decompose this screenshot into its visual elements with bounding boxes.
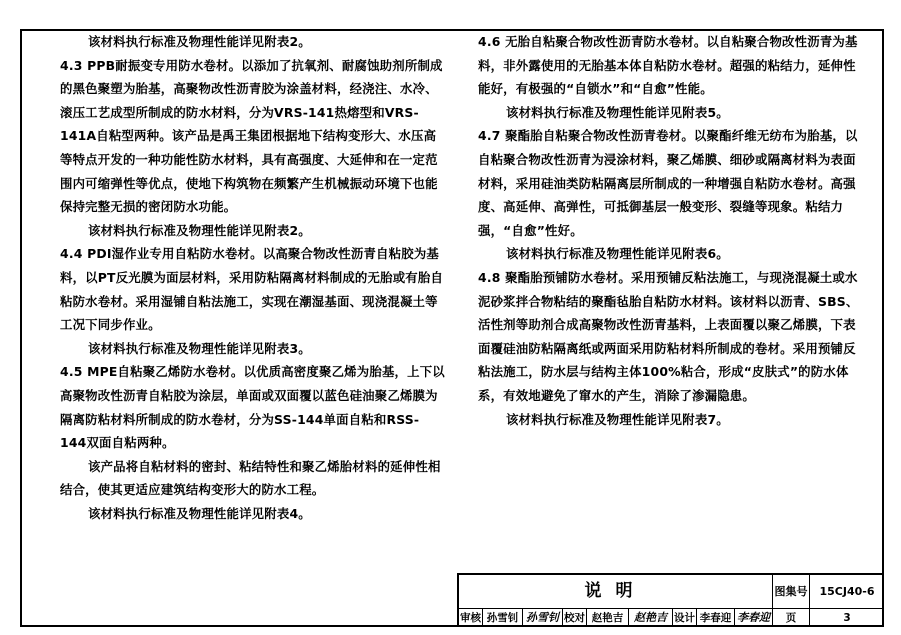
- paragraph: 4.3 PPB耐振变专用防水卷材。以添加了抗氧剂、耐腐蚀助剂所制成的黑色聚塑为胎基，高聚物改性沥青胶为涂盖材料，经浇注、水冷、滚压工艺成型所制成的防水材料，分为VRS-141热熔型和VRS-141A自粘型两种。该产品是禹王集团根据地下结构变形大、水压高等特点开发的一种功能性防水材料，具有高强度、大延伸和在一定范围内可缩弹性等优点，使地下构筑物在频繁产生机械振动环境下也能保持完整无损的密闭防水功能。: [60, 57, 443, 215]
- paragraph: 4.8 聚酯胎预铺防水卷材。采用预铺反粘法施工，与现浇混凝土或水泥砂浆拌合物粘结的聚酯毡胎自粘防水材料。该材料以沥青、SBS、活性剂等助剂合成高聚物改性沥青基料，上表面覆以聚乙烯膜，下表面覆硅油防粘隔离纸或两面采用防粘材料所制成的卷材。采用预铺反粘法施工，防水层与结构主体100%粘合，形成“皮肤式”的防水体系，有效地避免了窜水的产生，消除了渗漏隐患。: [478, 269, 859, 403]
- left-text-column: [60, 30, 445, 525]
- reviewer-name: 孙雪钊: [483, 609, 523, 627]
- check-label: 校对: [563, 609, 587, 627]
- reviewer-signature: 孙雪钊: [523, 609, 563, 627]
- paragraph: 4.4 PDI湿作业专用自粘防水卷材。以高聚合物改性沥青自粘胶为基料，以PT反光膜为面层材料，采用防粘隔离材料制成的无胎或有胎自粘防水卷材。采用湿铺自粘法施工，实现在潮湿基面、现浇混凝土等工况下同步作业。: [60, 246, 444, 333]
- paragraph: 该材料执行标准及物理性能详见附表4。: [88, 505, 311, 521]
- paragraph: 该材料执行标准及物理性能详见附表6。: [506, 246, 729, 262]
- designer-name: 李春迎: [697, 609, 735, 627]
- paragraph: 该材料执行标准及物理性能详见附表2。: [88, 34, 311, 49]
- review-label: 审核: [459, 609, 483, 627]
- atlas-number-label: 图集号: [773, 575, 810, 608]
- paragraph: 该材料执行标准及物理性能详见附表5。: [506, 104, 729, 120]
- designer-signature: 李春迎: [735, 609, 773, 627]
- paragraph: 4.7 聚酯胎自粘聚合物改性沥青卷材。以聚酯纤维无纺布为胎基，以自粘聚合物改性沥青为浸涂材料，聚乙烯膜、细砂或隔离材料为表面材料，采用硅油类防粘隔离层所制成的一种增强自粘防水卷材。高强度、高延伸、高弹性，可抵御基层一般变形、裂缝等现象。粘结力强，“自愈”性好。: [478, 128, 858, 238]
- sheet-title: 说明: [459, 575, 773, 608]
- paragraph: 该材料执行标准及物理性能详见附表7。: [506, 411, 729, 427]
- title-block: [457, 573, 884, 627]
- title-block-top-row: [459, 575, 884, 609]
- page-label: 页: [773, 609, 810, 627]
- paragraph: 该材料执行标准及物理性能详见附表3。: [88, 340, 311, 356]
- paragraph: 4.5 MPE自粘聚乙烯防水卷材。以优质高密度聚乙烯为胎基，上下以高聚物改性沥青自粘胶为涂层，单面或双面覆以蓝色硅油聚乙烯膜为隔离防粘材料所制成的防水卷材，分为SS-144单面自粘和RSS-144双面自粘两种。: [60, 364, 445, 451]
- right-text-column: [478, 30, 866, 431]
- checker-name: 赵艳吉: [587, 609, 629, 627]
- page-number: 3: [843, 612, 851, 624]
- paragraph: 该产品将自粘材料的密封、粘结特性和聚乙烯胎材料的延伸性相结合，使其更适应建筑结构变形大的防水工程。: [60, 458, 441, 498]
- paragraph: 该材料执行标准及物理性能详见附表2。: [88, 222, 311, 238]
- title-block-signature-row: [459, 609, 884, 627]
- checker-signature: 赵艳吉: [629, 609, 673, 627]
- paragraph: 4.6 无胎自粘聚合物改性沥青防水卷材。以自粘聚合物改性沥青为基料，非外露使用的无胎基本体自粘防水卷材。超强的粘结力，延伸性能好，有极强的“自锁水”和“自愈”性能。: [478, 34, 858, 97]
- atlas-number: 15CJ40-6: [819, 585, 875, 598]
- design-label: 设计: [673, 609, 697, 627]
